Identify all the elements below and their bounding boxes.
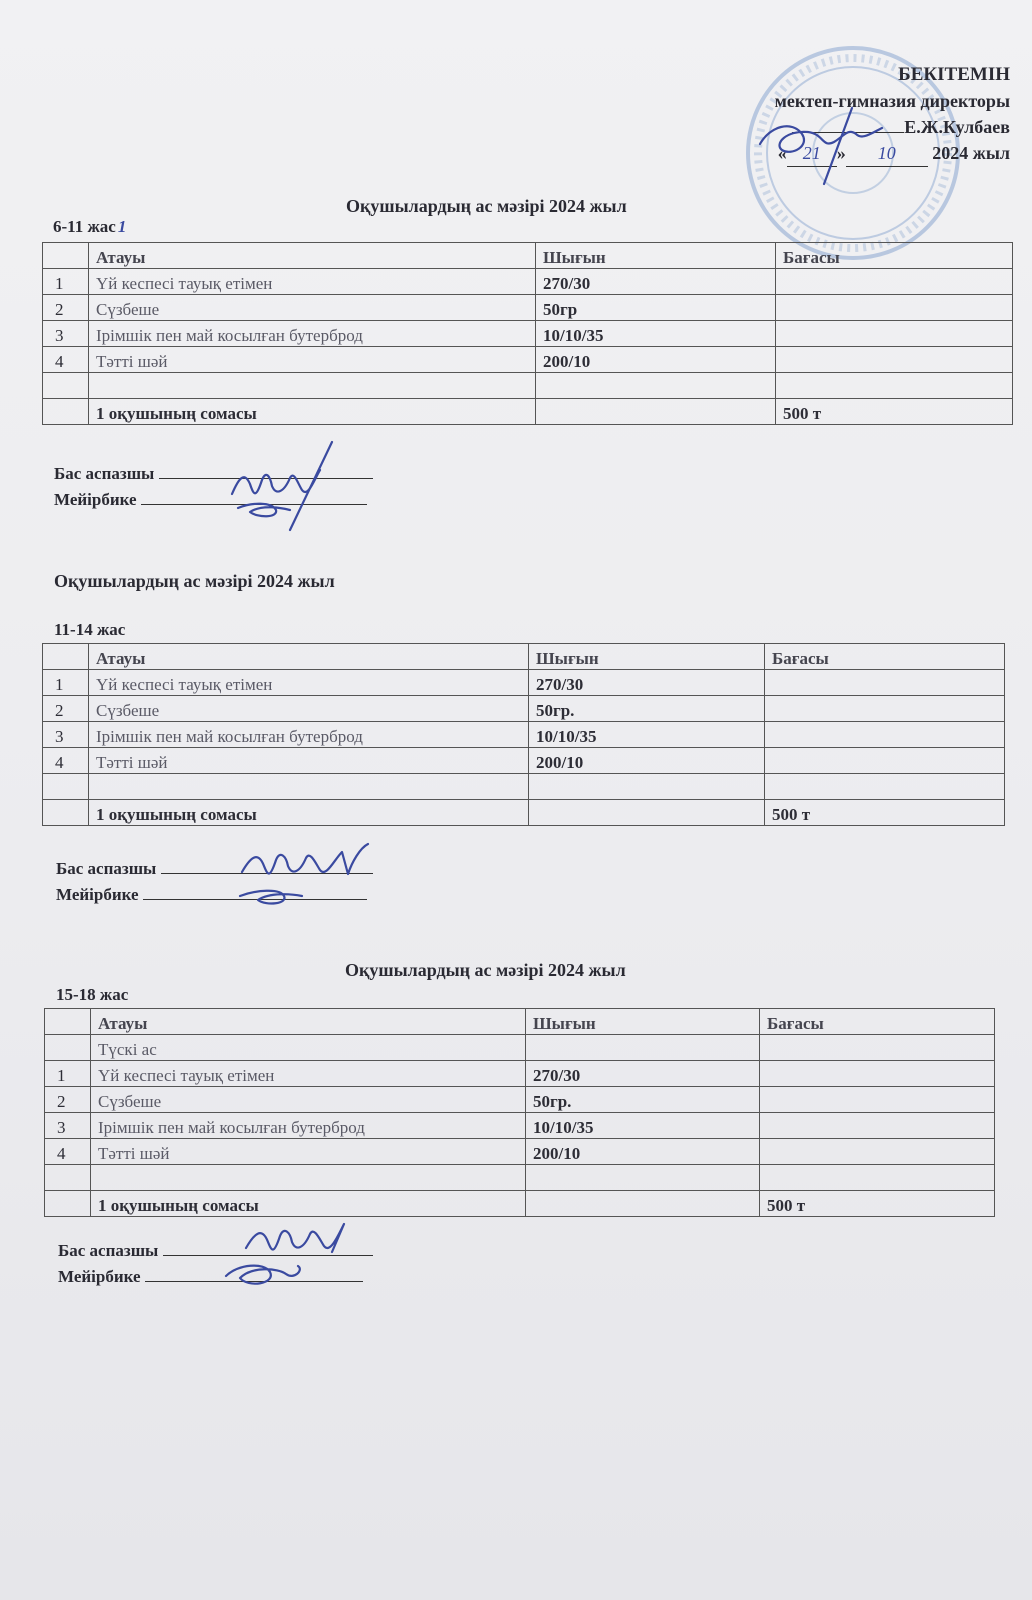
row-price xyxy=(760,1061,995,1087)
table-row xyxy=(45,1165,995,1191)
header-num xyxy=(43,644,89,670)
nurse-label: Мейірбике xyxy=(54,490,137,509)
total-num xyxy=(45,1191,91,1217)
total-empty xyxy=(529,800,765,826)
approval-title: БЕКІТЕМІН xyxy=(898,64,1010,85)
approval-year: 2024 жыл xyxy=(932,143,1010,163)
row-portion: 50гр xyxy=(536,295,776,321)
nurse-label: Мейірбике xyxy=(56,885,139,904)
total-empty xyxy=(526,1191,760,1217)
header-portion: Шығын xyxy=(526,1009,760,1035)
table-row xyxy=(43,269,1013,295)
total-empty xyxy=(536,399,776,425)
row-portion: 200/10 xyxy=(526,1139,760,1165)
table-row xyxy=(43,722,1005,748)
row-num: 2 xyxy=(45,1087,91,1113)
row-name: Үй кеспесі тауық етімен xyxy=(91,1061,526,1087)
date-close-quote: » xyxy=(836,143,846,163)
row-portion: 10/10/35 xyxy=(536,321,776,347)
row-name: Тәтті шәй xyxy=(89,347,536,373)
meal-row xyxy=(45,1035,995,1061)
table-row xyxy=(45,1061,995,1087)
meal-name: Түскі ас xyxy=(91,1035,526,1061)
row-num: 1 xyxy=(43,670,89,696)
total-label: 1 оқушының сомасы xyxy=(91,1191,526,1217)
table-row xyxy=(43,321,1013,347)
menu-1-age-text: 6-11 жас xyxy=(53,217,116,236)
menu-3-title: Оқушылардың ас мәзірі 2024 жыл xyxy=(345,960,626,980)
table-row xyxy=(43,774,1005,800)
row-name: Үй кеспесі тауық етімен xyxy=(89,269,536,295)
row-num: 1 xyxy=(43,269,89,295)
chef-label: Бас аспазшы xyxy=(56,859,157,878)
table-header-row xyxy=(45,1009,995,1035)
row-price xyxy=(760,1087,995,1113)
row-num xyxy=(43,373,89,399)
table-header-row xyxy=(43,644,1005,670)
row-num: 4 xyxy=(43,748,89,774)
header-name: Атауы xyxy=(91,1009,526,1035)
row-num: 2 xyxy=(43,295,89,321)
header-name: Атауы xyxy=(89,644,529,670)
row-price xyxy=(765,774,1005,800)
approval-director: Е.Ж.Кулбаев xyxy=(904,117,1010,137)
header-portion: Шығын xyxy=(536,243,776,269)
row-num: 4 xyxy=(45,1139,91,1165)
menu-3-age: 15-18 жас xyxy=(56,985,129,1004)
table-row xyxy=(43,696,1005,722)
row-name: Тәтті шәй xyxy=(89,748,529,774)
row-price xyxy=(760,1035,995,1061)
menu-1-table xyxy=(42,242,1013,425)
row-name: Ірімшік пен май косылған бутерброд xyxy=(89,722,529,748)
row-price xyxy=(776,347,1013,373)
row-num: 1 xyxy=(45,1061,91,1087)
menu-2-title: Оқушылардың ас мәзірі 2024 жыл xyxy=(54,571,335,591)
row-portion: 270/30 xyxy=(526,1061,760,1087)
row-portion xyxy=(536,373,776,399)
row-price xyxy=(765,748,1005,774)
chef-signature xyxy=(228,440,348,532)
row-price xyxy=(760,1139,995,1165)
row-price xyxy=(776,373,1013,399)
row-portion xyxy=(529,774,765,800)
header-price: Бағасы xyxy=(765,644,1005,670)
row-price xyxy=(776,321,1013,347)
chef-signature xyxy=(236,838,376,912)
row-name xyxy=(89,373,536,399)
approval-position: мектеп-гимназия директоры xyxy=(774,91,1010,111)
table-row xyxy=(43,373,1013,399)
row-portion: 200/10 xyxy=(536,347,776,373)
header-portion: Шығын xyxy=(529,644,765,670)
row-price xyxy=(765,696,1005,722)
approval-month: 10 xyxy=(846,140,928,167)
row-portion: 10/10/35 xyxy=(526,1113,760,1139)
table-row xyxy=(45,1087,995,1113)
header-price: Бағасы xyxy=(760,1009,995,1035)
row-price xyxy=(765,722,1005,748)
approval-day: 21 xyxy=(787,140,837,167)
date-open-quote: « xyxy=(777,143,787,163)
row-name xyxy=(91,1165,526,1191)
menu-2-age: 11-14 жас xyxy=(54,620,126,639)
row-price xyxy=(760,1165,995,1191)
chef-label: Бас аспазшы xyxy=(58,1241,159,1260)
row-name: Тәтті шәй xyxy=(91,1139,526,1165)
menu-2-table xyxy=(42,643,1005,826)
total-row xyxy=(43,399,1013,425)
nurse-label: Мейірбике xyxy=(58,1267,141,1286)
menu-3-table xyxy=(44,1008,995,1217)
row-name xyxy=(89,774,529,800)
row-portion xyxy=(526,1165,760,1191)
total-num xyxy=(43,800,89,826)
chef-signature xyxy=(222,1212,362,1296)
total-row xyxy=(43,800,1005,826)
header-price: Бағасы xyxy=(776,243,1013,269)
table-row xyxy=(43,295,1013,321)
total-label: 1 оқушының сомасы xyxy=(89,800,529,826)
header-num xyxy=(45,1009,91,1035)
chef-label: Бас аспазшы xyxy=(54,464,155,483)
total-value: 500 т xyxy=(765,800,1005,826)
row-price xyxy=(776,269,1013,295)
table-row xyxy=(43,670,1005,696)
row-portion: 50гр. xyxy=(529,696,765,722)
header-num xyxy=(43,243,89,269)
row-num xyxy=(45,1165,91,1191)
row-name: Сүзбеше xyxy=(89,295,536,321)
row-num: 4 xyxy=(43,347,89,373)
row-num: 3 xyxy=(43,321,89,347)
total-num xyxy=(43,399,89,425)
table-row xyxy=(43,347,1013,373)
total-label: 1 оқушының сомасы xyxy=(89,399,536,425)
row-name: Үй кеспесі тауық етімен xyxy=(89,670,529,696)
menu-1-handwritten-note: 1 xyxy=(117,217,127,236)
director-signature xyxy=(752,104,892,188)
row-num xyxy=(45,1035,91,1061)
row-portion xyxy=(526,1035,760,1061)
row-portion: 50гр. xyxy=(526,1087,760,1113)
menu-1-age xyxy=(53,217,126,237)
menu-1-title: Оқушылардың ас мәзірі 2024 жыл xyxy=(346,196,627,216)
row-name: Сүзбеше xyxy=(91,1087,526,1113)
total-value: 500 т xyxy=(776,399,1013,425)
row-name: Ірімшік пен май косылған бутерброд xyxy=(89,321,536,347)
row-price xyxy=(776,295,1013,321)
row-portion: 270/30 xyxy=(536,269,776,295)
row-portion: 10/10/35 xyxy=(529,722,765,748)
header-name: Атауы xyxy=(89,243,536,269)
row-num: 3 xyxy=(45,1113,91,1139)
table-row xyxy=(45,1113,995,1139)
table-header-row xyxy=(43,243,1013,269)
row-name: Ірімшік пен май косылған бутерброд xyxy=(91,1113,526,1139)
table-row xyxy=(43,748,1005,774)
row-num: 2 xyxy=(43,696,89,722)
total-value: 500 т xyxy=(760,1191,995,1217)
row-name: Сүзбеше xyxy=(89,696,529,722)
table-row xyxy=(45,1139,995,1165)
row-price xyxy=(765,670,1005,696)
row-num xyxy=(43,774,89,800)
total-row xyxy=(45,1191,995,1217)
row-portion: 270/30 xyxy=(529,670,765,696)
row-num: 3 xyxy=(43,722,89,748)
row-price xyxy=(760,1113,995,1139)
row-portion: 200/10 xyxy=(529,748,765,774)
